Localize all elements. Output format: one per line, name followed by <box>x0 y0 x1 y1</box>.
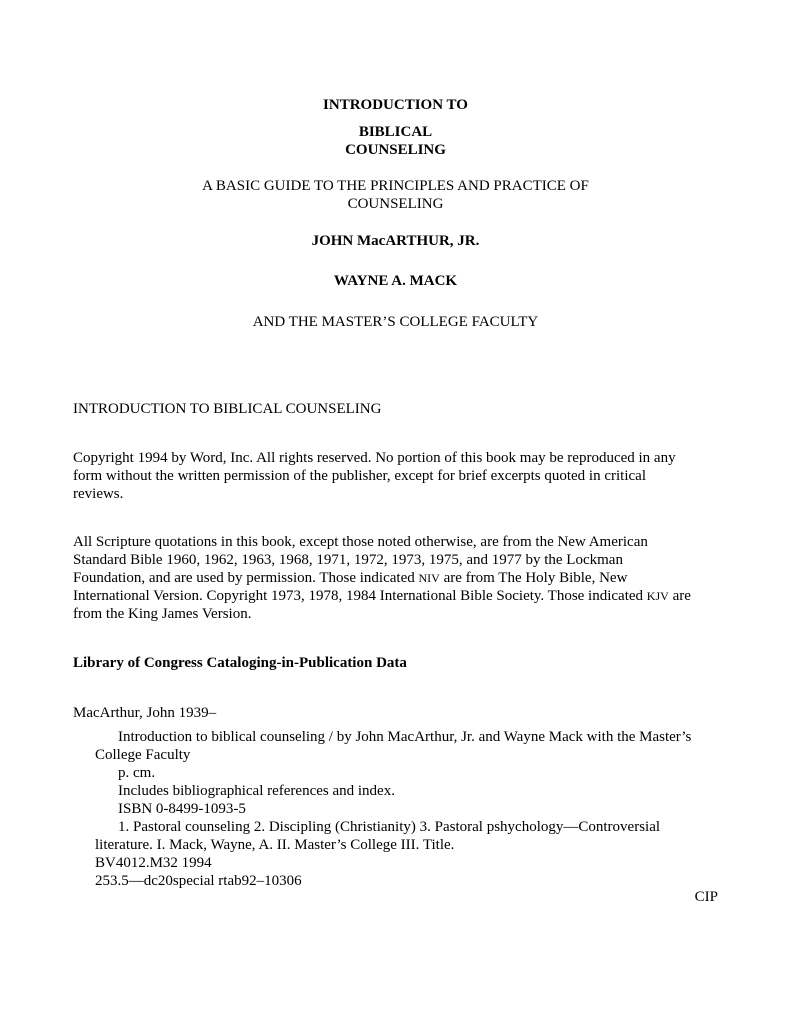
scripture-line: from the King James Version. <box>73 606 252 622</box>
scripture-line: International Version. Copyright 1973, 1978, 1984 International Bible Society. Those indicated KJV are <box>73 588 691 604</box>
cip-record <box>73 728 723 890</box>
copyright-paragraph <box>73 449 723 503</box>
author-macarthur: JOHN MacARTHUR, JR. <box>311 233 480 249</box>
title-line-intro: INTRODUCTION TO <box>323 97 468 113</box>
scripture-line: Foundation, and are used by permission. Those indicated NIV are from The Holy Bible, New <box>73 570 628 586</box>
cip-isbn: ISBN 0-8499-1093-5 <box>118 801 246 817</box>
copyright-line: form without the written permission of the publisher, except for brief excerpts quoted in critical <box>73 468 646 484</box>
book-title-line: INTRODUCTION TO BIBLICAL COUNSELING <box>73 401 382 417</box>
cip-ddc-number: 253.5—dc20special rtab92–10306 <box>95 873 302 889</box>
faculty-line: AND THE MASTER’S COLLEGE FACULTY <box>252 314 539 330</box>
author-mack: WAYNE A. MACK <box>333 273 458 289</box>
cip-mark: CIP <box>694 889 718 905</box>
cip-subjects-line: literature. I. Mack, Wayne, A. II. Master’s College III. Title. <box>95 837 455 853</box>
cip-author-line: MacArthur, John 1939– <box>73 705 217 721</box>
cip-title-line: Introduction to biblical counseling / by John MacArthur, Jr. and Wayne Mack with the Master’s <box>118 729 692 745</box>
cip-lcc-number: BV4012.M32 1994 <box>95 855 212 871</box>
scripture-line: All Scripture quotations in this book, except those noted otherwise, are from the New American <box>73 534 648 550</box>
cip-title-line: College Faculty <box>95 747 191 763</box>
subtitle-line-2: COUNSELING <box>347 196 444 212</box>
cip-physical-desc: p. cm. <box>118 765 156 781</box>
scripture-line: Standard Bible 1960, 1962, 1963, 1968, 1971, 1972, 1973, 1975, and 1977 by the Lockman <box>73 552 623 568</box>
cip-heading: Library of Congress Cataloging-in-Publication Data <box>73 655 407 671</box>
niv-abbrev: NIV <box>418 571 440 585</box>
cip-subjects-line: 1. Pastoral counseling 2. Discipling (Christianity) 3. Pastoral pshychology—Controversial <box>118 819 661 835</box>
kjv-abbrev: KJV <box>646 589 669 603</box>
title-line-biblical: BIBLICAL <box>358 124 433 140</box>
cip-includes-note: Includes bibliographical references and index. <box>118 783 395 799</box>
subtitle-line-1: A BASIC GUIDE TO THE PRINCIPLES AND PRACTICE OF <box>202 178 589 194</box>
scripture-paragraph <box>73 533 723 623</box>
copyright-line: Copyright 1994 by Word, Inc. All rights reserved. No portion of this book may be reproduced in any <box>73 450 676 466</box>
title-line-counseling: COUNSELING <box>345 142 446 158</box>
copyright-line: reviews. <box>73 486 124 502</box>
